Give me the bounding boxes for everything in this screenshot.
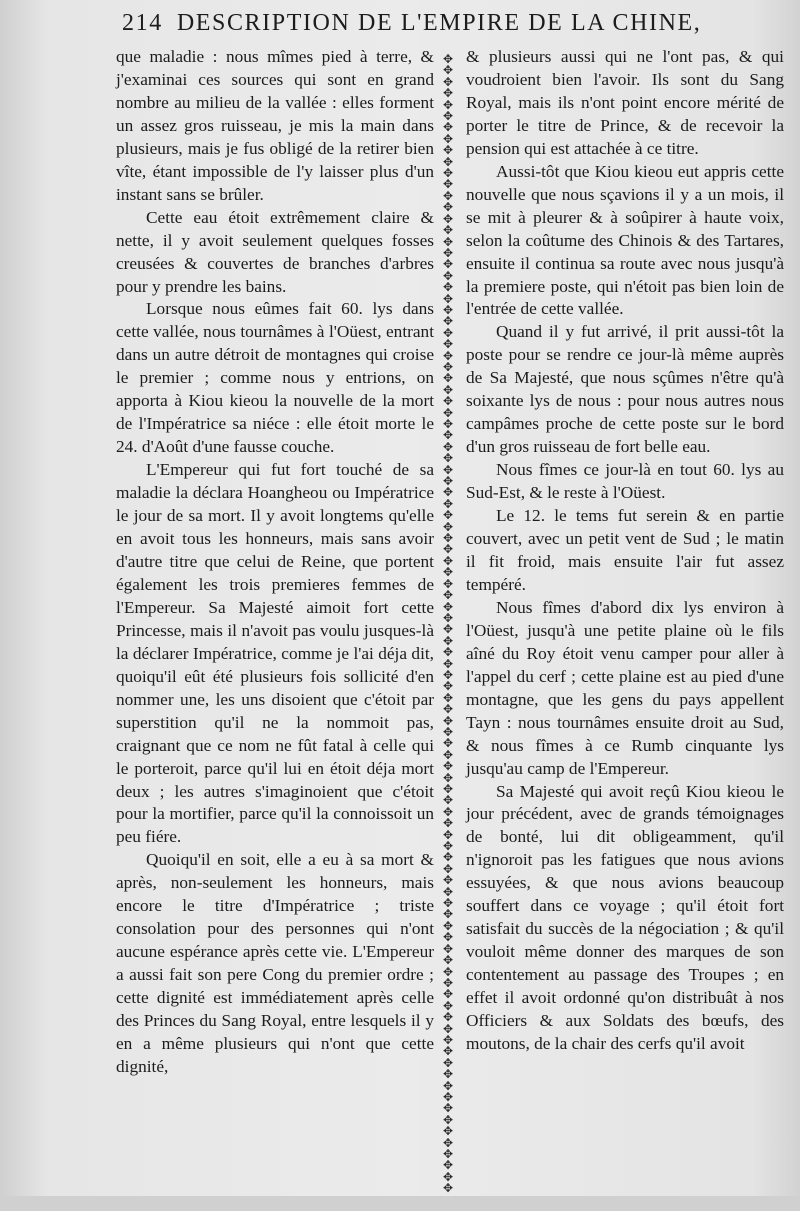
- divider-ornament-icon: ✥: [442, 782, 454, 796]
- divider-ornament-icon: ✥: [442, 975, 454, 990]
- divider-ornament-icon: ✥: [442, 211, 454, 226]
- divider-ornament-icon: ✥: [442, 54, 454, 66]
- divider-ornament-icon: ✥: [442, 405, 454, 420]
- divider-ornament-icon: ✥: [442, 1067, 454, 1082]
- divider-ornament-icon: ✥: [442, 496, 454, 511]
- divider-ornament-icon: ✥: [442, 314, 454, 329]
- divider-ornament-icon: ✥: [442, 519, 454, 534]
- divider-ornament-icon: ✥: [442, 451, 454, 466]
- divider-ornament-icon: ✥: [442, 97, 454, 112]
- divider-ornament-icon: ✥: [442, 428, 454, 443]
- right-text-column: [466, 46, 784, 1056]
- divider-ornament-icon: ✥: [442, 690, 454, 705]
- divider-ornament-icon: ✥: [442, 850, 454, 865]
- divider-ornament-icon: ✥: [442, 553, 454, 568]
- divider-ornament-icon: ✥: [442, 1032, 454, 1047]
- divider-ornament-icon: ✥: [442, 827, 454, 842]
- divider-ornament-icon: ✥: [442, 86, 454, 101]
- divider-ornament-icon: ✥: [442, 394, 454, 409]
- divider-ornament-icon: ✥: [442, 325, 454, 340]
- divider-ornament-icon: ✥: [442, 1044, 454, 1059]
- divider-ornament-icon: ✥: [442, 291, 454, 306]
- divider-ornament-icon: ✥: [442, 337, 454, 352]
- paragraph: Nous fîmes d'abord dix lys environ à l'Oüest, jusqu'à une petite plaine où le fils aîné du Roy étoit venu camper pour aller à l'appel du cerf ; cette plaine est au pied d'une montagne, que les gens du pays appellent Tayn : nous tournâmes ensuite droit au Sud, & nous fîmes à ce Rumb cinquante lys jusqu'au camp de l'Empereur.: [466, 597, 784, 778]
- divider-ornament-icon: ✥: [442, 1135, 454, 1150]
- paragraph: Aussi-tôt que Kiou kieou eut appris cette nouvelle que nous sçavions il y a un mois, il se mit à pleurer & à soûpirer à haute voix, selon la coûtume des Chinois & des Tartares, ensuite il continua sa route avec nous jusqu'à la premiere poste, qui n'étoit pas bien loin de l'entrée de cette vallée.: [466, 161, 784, 319]
- divider-ornament-icon: ✥: [442, 1169, 454, 1184]
- ornamental-column-divider: [440, 54, 456, 1199]
- divider-ornament-icon: ✥: [442, 200, 454, 215]
- divider-ornament-icon: ✥: [442, 804, 454, 819]
- divider-ornament-icon: ✥: [442, 462, 454, 477]
- divider-ornament-icon: ✥: [442, 223, 454, 238]
- divider-ornament-icon: ✥: [442, 918, 454, 933]
- divider-ornament-icon: ✥: [442, 747, 454, 762]
- divider-ornament-icon: ✥: [442, 998, 454, 1013]
- divider-ornament-icon: ✥: [442, 109, 454, 124]
- paragraph: que maladie : nous mîmes pied à terre, & j'examinai ces sources qui sont en grand nombre au milieu de la vallée : elles forment un assez gros ruisseau, je mis la main dans plusieurs, mais je fus obligé de la retirer bien vîte, étant impossible de l'y laisser plus d'un instant sans se brûler.: [116, 47, 434, 204]
- divider-ornament-icon: ✥: [442, 542, 454, 557]
- paragraph: Sa Majesté qui avoit reçû Kiou kieou le jour précédent, avec de grands témoignages de bonté, lui dit obligeamment, qu'il n'ignoroit pas les fatigues que nous avions essuyées, & que nous avions beaucoup souffert dans ce voyage ; qu'il étoit fort satisfait du succès de la négociation ; & qu'il vouloit même donner des marques de son contentement au passage des Troupes ; en effet il avoit ordonné qu'on distribuât à nos Officiers & aux Soldats des bœufs, des moutons, de la chair des cerfs qu'il avoit: [466, 781, 784, 1053]
- divider-ornament-icon: ✥: [442, 724, 454, 739]
- paragraph: Quand il y fut arrivé, il prit aussi-tôt la poste pour se rendre ce jour-là même auprès de Sa Majesté, que nous sçûmes n'être qu'à soixante lys de nous : pour nous autres nous campâmes proche de cette poste sur le bord d'un gros ruisseau de fort belle eau.: [466, 322, 784, 457]
- divider-ornament-icon: ✥: [442, 1124, 454, 1139]
- divider-ornament-icon: ✥: [442, 120, 454, 135]
- divider-ornament-icon: ✥: [442, 1078, 454, 1093]
- divider-ornament-icon: ✥: [442, 474, 454, 489]
- divider-ornament-icon: ✥: [442, 1101, 454, 1116]
- divider-ornament-icon: ✥: [442, 1147, 454, 1161]
- paragraph: Nous fîmes ce jour-là en tout 60. lys au Sud-Est, & le reste à l'Oüest.: [466, 460, 784, 503]
- divider-ornament-icon: ✥: [442, 873, 454, 888]
- divider-ornament-icon: ✥: [442, 656, 454, 671]
- divider-ornament-icon: ✥: [442, 1112, 454, 1127]
- paragraph: Quoiqu'il en soit, elle a eu à sa mort & après, non-seulement les honneurs, mais encore le titre d'Impératrice ; triste consolation pour des personnes qui n'ont aucune espérance après cette vie. L'Empereur a aussi fait son pere Cong du premier ordre ; cette dignité est immédiatement après celle des Princes du Sang Royal, entre lesquels il y en a même plusieurs qui n'ont que cette dignité,: [116, 850, 434, 1076]
- divider-ornament-icon: ✥: [442, 268, 454, 283]
- divider-ornament-icon: ✥: [442, 1089, 454, 1104]
- divider-ornament-icon: ✥: [442, 588, 454, 603]
- divider-ornament-icon: ✥: [442, 930, 454, 945]
- paragraph: & plusieurs aussi qui ne l'ont pas, & qui voudroient bien l'avoir. Ils sont du Sang Royal, mais ils n'ont point encore mérité de porter le titre de Prince, & de recevoir la pension qui est attachée à ce titre.: [466, 47, 784, 158]
- running-title: DESCRIPTION DE L'EMPIRE DE LA CHINE,: [176, 10, 702, 36]
- divider-ornament-icon: ✥: [442, 679, 454, 694]
- divider-ornament-icon: ✥: [442, 531, 454, 546]
- running-header: [122, 10, 792, 46]
- divider-ornament-icon: ✥: [442, 1158, 454, 1173]
- divider-ornament-icon: ✥: [442, 143, 454, 158]
- divider-ornament-icon: ✥: [442, 702, 454, 717]
- paragraph: Le 12. le tems fut serein & en partie couvert, avec un petit vent de Sud ; le matin il fit froid, mais ensuite l'air fut assez tempéré.: [466, 506, 784, 594]
- divider-ornament-icon: ✥: [442, 439, 454, 454]
- left-text-column: [116, 46, 434, 1079]
- divider-ornament-icon: ✥: [442, 713, 454, 728]
- divider-ornament-icon: ✥: [442, 63, 454, 78]
- divider-ornament-icon: ✥: [442, 941, 454, 956]
- divider-ornament-icon: ✥: [442, 861, 454, 876]
- divider-ornament-icon: ✥: [442, 257, 454, 272]
- divider-ornament-icon: ✥: [442, 280, 454, 295]
- divider-ornament-icon: ✥: [442, 417, 454, 431]
- divider-ornament-icon: ✥: [442, 508, 454, 523]
- page-number: 214: [122, 10, 163, 36]
- divider-ornament-icon: ✥: [442, 565, 454, 580]
- divider-ornament-icon: ✥: [442, 770, 454, 785]
- divider-ornament-icon: ✥: [442, 302, 454, 317]
- divider-ornament-icon: ✥: [442, 1055, 454, 1070]
- divider-ornament-icon: ✥: [442, 131, 454, 146]
- divider-ornament-icon: ✥: [442, 359, 454, 374]
- divider-ornament-icon: ✥: [442, 245, 454, 260]
- divider-ornament-icon: ✥: [442, 234, 454, 249]
- divider-ornament-icon: ✥: [442, 188, 454, 203]
- paragraph: Cette eau étoit extrêmement claire & nette, il y avoit seulement quelques fosses creusées & couvertes de branches d'arbres pour y prendre les bains.: [116, 207, 434, 296]
- divider-ornament-icon: ✥: [442, 633, 454, 648]
- divider-ornament-icon: ✥: [442, 645, 454, 660]
- paragraph: L'Empereur qui fut fort touché de sa maladie la déclara Hoangheou ou Impératrice le jour de sa mort. Il y avoit longtems qu'elle en avoit tous les honneurs, mais sans avoir d'autre titre que celui de Reine, que portent également les trois premieres femmes de l'Empereur. Sa Majesté aimoit fort cette Princesse, mais il n'avoit pas voulu jusques-là la déclarer Impératrice, comme je l'ai déja dit, quoiqu'il eût été plusieurs fois sollicité d'en nommer une, les uns disoient que c'étoit par superstition qu'il ne la nommoit pas, craignant que ce nom ne fût fatal à celle qui le porteroit, parce qu'il lui en étoit déja mort deux ; les autres s'imaginoient que c'étoit pour la mortifier, parce qu'il la connoissoit un peu fiére.: [116, 460, 434, 847]
- divider-ornament-icon: ✥: [442, 599, 454, 614]
- divider-ornament-icon: ✥: [442, 793, 454, 808]
- paragraph: Lorsque nous eûmes fait 60. lys dans cette vallée, nous tournâmes à l'Oüest, entrant dans un autre détroit de montagnes qui croise le premier ; comme nous y entrions, on apporta à Kiou kieou la nouvelle de la mort de l'Impératrice sa niéce : elle étoit morte le 24. d'Août d'une fausse couche.: [116, 299, 434, 457]
- divider-ornament-icon: ✥: [442, 987, 454, 1002]
- divider-ornament-icon: ✥: [442, 485, 454, 500]
- divider-ornament-icon: ✥: [442, 953, 454, 968]
- divider-ornament-icon: ✥: [442, 382, 454, 397]
- divider-ornament-icon: ✥: [442, 964, 454, 979]
- divider-ornament-icon: ✥: [442, 896, 454, 911]
- divider-ornament-icon: ✥: [442, 884, 454, 899]
- divider-ornament-icon: ✥: [442, 1021, 454, 1036]
- divider-ornament-icon: ✥: [442, 610, 454, 625]
- divider-ornament-icon: ✥: [442, 371, 454, 386]
- divider-ornament-icon: ✥: [442, 907, 454, 922]
- page-bottom-edge: [0, 1196, 800, 1211]
- divider-ornament-icon: ✥: [442, 177, 454, 192]
- divider-ornament-icon: ✥: [442, 839, 454, 854]
- divider-ornament-icon: ✥: [442, 1010, 454, 1025]
- divider-ornament-icon: ✥: [442, 576, 454, 591]
- divider-ornament-icon: ✥: [442, 667, 454, 682]
- divider-ornament-icon: ✥: [442, 736, 454, 751]
- divider-ornament-icon: ✥: [442, 1181, 454, 1196]
- divider-ornament-icon: ✥: [442, 74, 454, 89]
- divider-ornament-icon: ✥: [442, 166, 454, 181]
- divider-ornament-icon: ✥: [442, 622, 454, 637]
- divider-ornament-icon: ✥: [442, 348, 454, 363]
- divider-ornament-icon: ✥: [442, 816, 454, 831]
- divider-ornament-icon: ✥: [442, 154, 454, 169]
- divider-ornament-icon: ✥: [442, 759, 454, 774]
